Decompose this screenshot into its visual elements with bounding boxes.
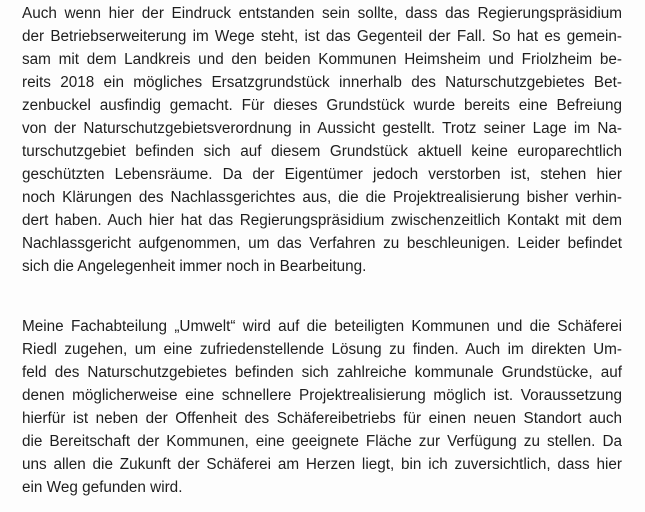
paragraph-line: die Bereitschaft der Kommunen, eine geeignete Fläche zur Verfügung zu stellen. Da [22, 433, 622, 450]
paragraph-line-last: ein Weg gefunden wird. [22, 479, 183, 496]
paragraph-line: Nachlassgericht aufgenommen, um das Verfahren zu beschleunigen. Leider befindet [22, 235, 622, 252]
paragraph-line: Meine Fachabteilung „Umwelt“ wird auf die beteiligten Kommunen und die Schäferei [22, 318, 622, 335]
paragraph-line: der Betriebserweiterung im Wege steht, ist das Gegenteil der Fall. So hat es gemein- [22, 28, 622, 45]
paragraph-line: Riedl zugehen, um eine zufriedenstellende Lösung zu finden. Auch im direkten Um- [22, 341, 622, 358]
paragraph-line: Auch wenn hier der Eindruck entstanden sein sollte, dass das Regierungspräsidium [22, 5, 622, 22]
paragraph-line: reits 2018 ein mögliches Ersatzgrundstück innerhalb des Naturschutzgebietes Bet- [22, 74, 622, 91]
paragraph-line: noch Klärungen des Nachlassgerichtes aus, die die Projektrealisierung bisher verhin- [22, 189, 622, 206]
paragraph-line: zenbuckel ausfindig gemacht. Für dieses Grundstück wurde bereits eine Befreiung [22, 97, 622, 114]
paragraph-line: dert haben. Auch hier hat das Regierungspräsidium zwischenzeitlich Kontakt mit dem [22, 212, 622, 229]
paragraph-line: sam mit dem Landkreis und den beiden Kommunen Heimsheim und Friolzheim be- [22, 51, 622, 68]
paragraph-line: von der Naturschutzgebietsverordnung in Aussicht gestellt. Trotz seiner Lage im Na- [22, 120, 622, 137]
paragraph-line: hierfür ist neben der Offenheit des Schäfereibetriebs für einen neuen Standort auch [22, 410, 622, 427]
paragraph-line: feld des Naturschutzgebietes befinden sich zahlreiche kommunale Grundstücke, auf [22, 364, 622, 381]
paragraph-2 [22, 315, 622, 499]
paragraph-line-last: sich die Angelegenheit immer noch in Bearbeitung. [22, 258, 367, 275]
paragraph-1 [22, 2, 622, 278]
paragraph-line: uns allen die Zukunft der Schäferei am Herzen liegt, bin ich zuversichtlich, dass hier [22, 456, 622, 473]
paragraph-line: geschützten Lebensräume. Da der Eigentümer jedoch verstorben ist, stehen hier [22, 166, 622, 183]
paragraph-line: denen möglicherweise eine schnellere Projektrealisierung möglich ist. Voraussetzung [22, 387, 622, 404]
paragraph-line: turschutzgebiet befinden sich auf diesem Grundstück aktuell keine europarechtlich [22, 143, 622, 160]
